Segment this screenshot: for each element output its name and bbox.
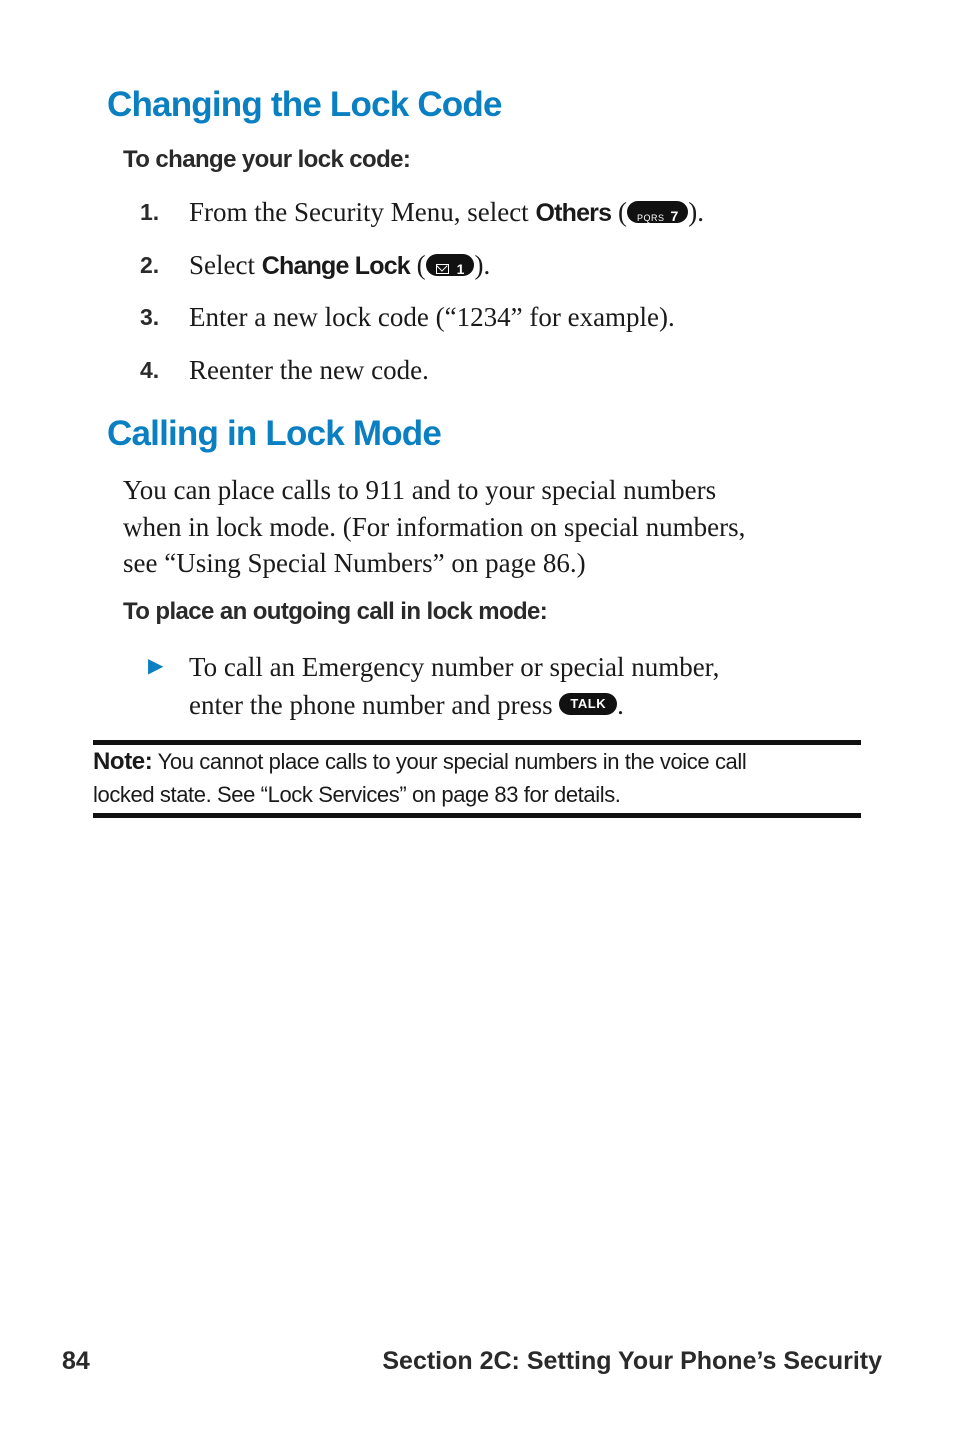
note-bottom-rule — [93, 813, 861, 818]
step-1 — [140, 197, 860, 237]
section-title-lock-mode: Calling in Lock Mode — [107, 414, 442, 453]
step-number: 3. — [140, 304, 160, 330]
step-number: 1. — [140, 199, 160, 225]
talk-key-icon: TALK — [559, 693, 617, 715]
note-box: Note: You cannot place calls to your special numbers in the voice call locked state. See “Lock Services” on page 83 for details. — [93, 748, 747, 807]
bullet-text: To call an Emergency number or special number, enter the phone number and press TALK . — [189, 652, 720, 720]
bullet-arrow-icon: ▶ — [148, 655, 164, 677]
step-text: From the Security Menu, select Others ( PQRS 7 ). — [189, 197, 705, 227]
procedure-intro: To change your lock code: — [123, 146, 411, 173]
menu-item-change-lock: Change Lock — [261, 252, 410, 280]
procedure-intro-outgoing: To place an outgoing call in lock mode: — [123, 598, 548, 625]
step-2 — [140, 250, 860, 290]
menu-item-others: Others — [535, 199, 612, 227]
key-7-icon: PQRS 7 — [627, 201, 688, 223]
step-number: 4. — [140, 357, 160, 383]
lock-mode-description: You can place calls to 911 and to your special numbers when in lock mode. (For information on special numbers, see “Using Special Numbers” on page 86.) — [123, 475, 746, 578]
step-text: Reenter the new code. — [189, 355, 429, 385]
step-text: Select Change Lock ( 1 ). — [189, 250, 491, 280]
page-number: 84 — [62, 1347, 90, 1375]
step-text: Enter a new lock code (“1234” for example). — [189, 302, 675, 332]
section-title-lock-code: Changing the Lock Code — [107, 85, 502, 124]
envelope-icon — [436, 264, 449, 274]
bullet-emergency-call — [148, 648, 848, 728]
step-4 — [140, 355, 860, 395]
step-3 — [140, 302, 860, 342]
step-number: 2. — [140, 252, 160, 278]
note-label: Note: — [93, 748, 153, 775]
key-1-icon: 1 — [426, 254, 475, 276]
footer-section-title: Section 2C: Setting Your Phone’s Security — [382, 1347, 882, 1375]
